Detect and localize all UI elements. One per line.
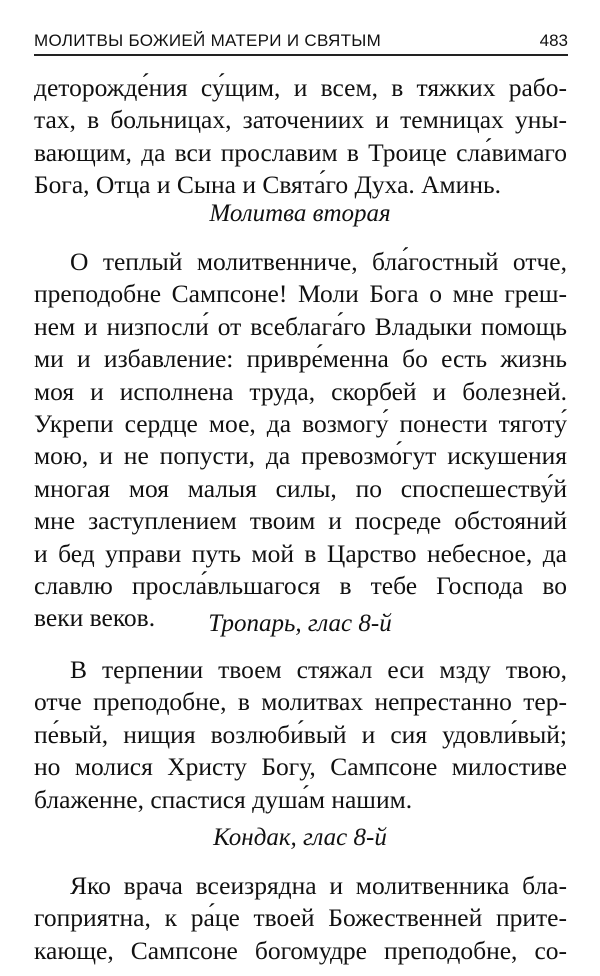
text-line: мне заступлением твоим и посреде обстояний (34, 506, 567, 536)
troparion-paragraph (34, 654, 567, 816)
section-heading: Кондак, глас 8-й (213, 824, 387, 851)
text-line: пе́вый, нищия возлюби́вый и сия удовли́вый; (34, 719, 567, 749)
section-heading: Молитва вторая (209, 200, 391, 227)
text-line: нем и низпосли́ от всеблага́го Владыки помощь (34, 311, 567, 341)
text-line: О теплый молитвенниче, бла́гостный отче, (70, 247, 567, 276)
text-line: отче преподобне, в молитвах непрестанно тер- (34, 687, 567, 717)
text-line: Укрепи сердце мое, да возмогу́ понести тяготу́ (34, 408, 567, 438)
text-line: гоприятна, к ра́це твоей Божественней прите- (34, 903, 567, 933)
text-line: но молися Христу Богу, Сампсоне милостиве (34, 752, 567, 782)
text-line: ми и избавление: привре́менна бо есть жизнь (34, 344, 567, 374)
prayer-paragraph (34, 246, 567, 635)
text-line: Яко врача всеизрядна и молитвенника бла- (70, 871, 567, 900)
text-line: блаженне, спастися душа́м нашим. (34, 784, 413, 814)
kontakion-paragraph (34, 870, 567, 967)
text-line: моя и исполнена труда, скорбей и болезней. (34, 376, 567, 406)
page-number: 483 (539, 31, 568, 50)
text-line: преподобне Сампсоне! Моли Бога о мне греш- (34, 279, 567, 309)
text-line: мою, и не попусти, да превозмо́гут искушения (34, 441, 567, 471)
running-header (34, 26, 568, 56)
text-line: деторожде́ния су́щим, и всем, в тяжких рабо- (34, 73, 567, 102)
text-line: многая моя малыя силы, по споспешеству́й (34, 473, 567, 503)
text-line: кающе, Сампсоне богомудре преподобне, со- (34, 935, 567, 965)
text-line: В терпении твоем стяжал еси мзду твою, (70, 655, 567, 684)
text-line: вающим, да вси прославим в Троице сла́вимаго (34, 137, 567, 167)
text-line: веки веков. (34, 603, 156, 633)
text-line: Бога, Отца и Сына и Свята́го Духа. Аминь. (34, 170, 501, 200)
text-line: тах, в больницах, заточениих и темницах уны- (34, 105, 567, 135)
text-line: славлю просла́вльшагося в тебе Господа во (34, 570, 567, 600)
text-line: и бед управи путь мой в Царство небесное, да (34, 538, 567, 568)
running-title: МОЛИТВЫ БОЖИЕЙ МАТЕРИ И СВЯТЫМ (34, 31, 382, 50)
section-heading: Тропарь, глас 8-й (208, 610, 392, 637)
paragraph-continuation (34, 72, 567, 202)
